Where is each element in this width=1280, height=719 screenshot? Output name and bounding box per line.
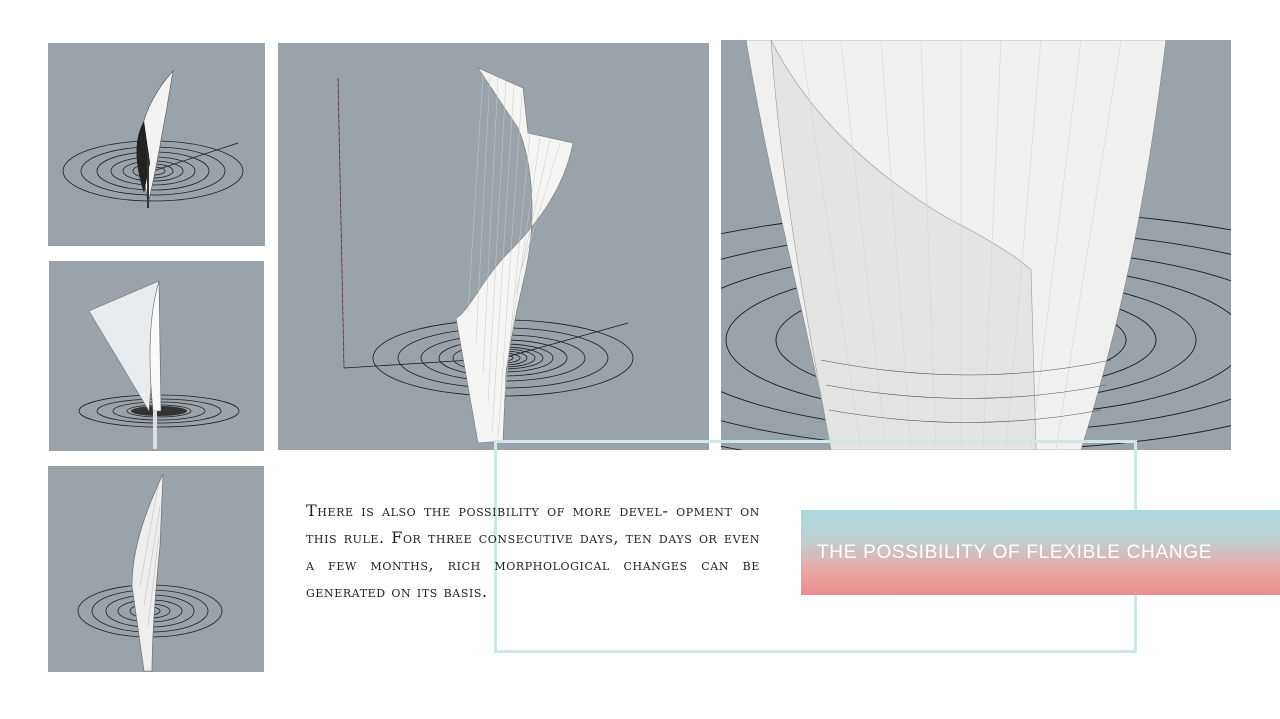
twisted-surface-render-3 <box>48 466 264 672</box>
body-paragraph: There is also the possibility of more devel- opment on this rule. For three consecutive days, ten days or even a few months, rich morphological changes can be generated on its basis. <box>306 501 760 601</box>
twisted-surface-render-1 <box>48 43 265 246</box>
wireframe-main-view <box>278 43 709 450</box>
render-thumbnail-1 <box>48 43 265 246</box>
wireframe-twisted-surface <box>278 43 709 450</box>
title-banner <box>801 510 1280 595</box>
banner-title: THE POSSIBILITY OF FLEXIBLE CHANGE <box>817 541 1213 563</box>
render-thumbnail-3 <box>48 466 264 672</box>
render-thumbnail-2 <box>49 261 264 451</box>
closeup-wireframe-surface <box>721 40 1231 450</box>
twisted-surface-render-2 <box>49 261 264 451</box>
wireframe-detail-view <box>721 40 1231 450</box>
